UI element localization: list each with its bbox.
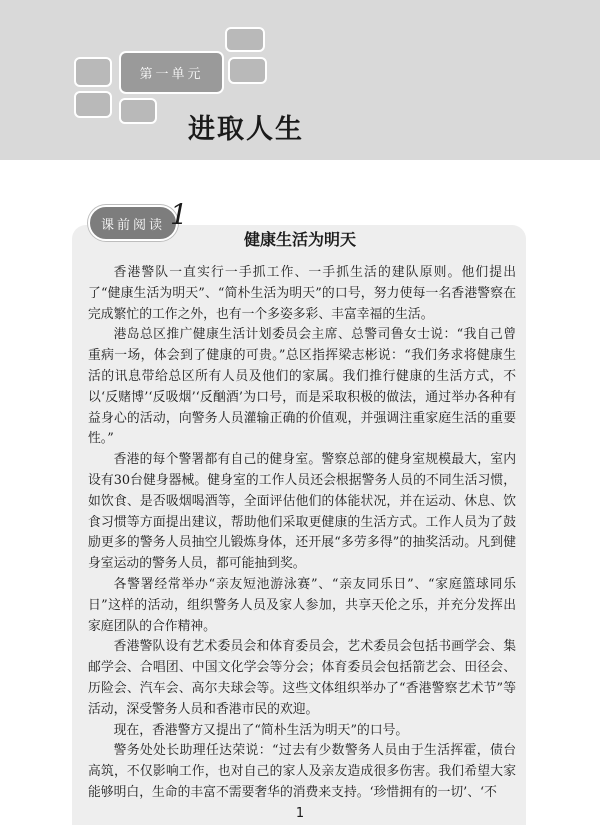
decorative-square	[74, 57, 112, 87]
decorative-square	[74, 91, 112, 118]
article-title: 健康生活为明天	[243, 230, 356, 249]
decorative-square	[119, 98, 157, 124]
paragraph: 香港警队一直实行一手抓工作、一手抓生活的建队原则。他们提出了“健康生活为明天”、“简朴生活为明天”的口号，努力使每一名香港警察在完成繁忙的工作之外，也有一个多姿多彩、丰富幸福的生活。	[88, 265, 516, 322]
paragraph: 各警署经常举办“亲友短池游泳赛”、“亲友同乐日”、“家庭篮球同乐日”这样的活动，组织警务人员及家人参加，共享天伦之乐，并充分发挥出家庭团队的合作精神。	[88, 576, 516, 634]
paragraph: 香港警队设有艺术委员会和体育委员会，艺术委员会包括书画学会、集邮学会、合唱团、中国文化学会等分会；体育委员会包括箭艺会、田径会、历险会、汽车会、高尔夫球会等。这些文体组织举办了“香港警察艺术节”等活动，深受警务人员和香港市民的欢迎。	[88, 639, 516, 717]
paragraph: 现在，香港警方又提出了“简朴生活为明天”的口号。	[113, 722, 409, 738]
page-number: 1	[295, 806, 305, 821]
paragraph: 香港的每个警署都有自己的健身室。警察总部的健身室规模最大，室内设有30台健身器械。健身室的工作人员还会根据警务人员的不同生活习惯，如饮食、是否吸烟喝酒等，全面评估他们的体能状况，并在运动、休息、饮食习惯等方面提出建议，帮助他们采取更健康的生活方式。工作人员为了鼓励更多的警务人员抽空儿锻炼身体，还开展“多劳多得”的抽奖活动。凡到健身室运动的警务人员，都可能抽到奖。	[88, 452, 516, 572]
unit-label: 第一单元	[119, 51, 224, 94]
reading-number: 1	[170, 198, 188, 231]
unit-banner	[0, 0, 600, 160]
reading-tag: 课前阅读	[88, 205, 178, 241]
article-body	[88, 263, 516, 804]
paragraph: 警务处处长助理任达荣说：“过去有少数警务人员由于生活挥霍，债台高筑，不仅影响工作，也对自己的家人及亲友造成很多伤害。我们希望大家能够明白，生命的丰富不需要奢华的消费来支持。‘珍惜拥有的一切’、‘不	[88, 743, 516, 800]
unit-title: 进取人生	[188, 114, 304, 145]
decorative-square	[228, 57, 267, 84]
paragraph: 港岛总区推广健康生活计划委员会主席、总警司鲁女士说：“我自己曾重病一场，体会到了健康的可贵。”总区指挥梁志彬说：“我们务求将健康生活的讯息带给总区所有人员及他们的家属。我们推行健康的生活方式，不以‘反赌博’‘反吸烟’‘反酗酒’为口号，而是采取积极的做法，通过举办各种有益身心的活动，向警务人员灌输正确的价值观，并强调注重家庭生活的重要性。”	[88, 327, 516, 447]
decorative-square	[225, 27, 265, 52]
